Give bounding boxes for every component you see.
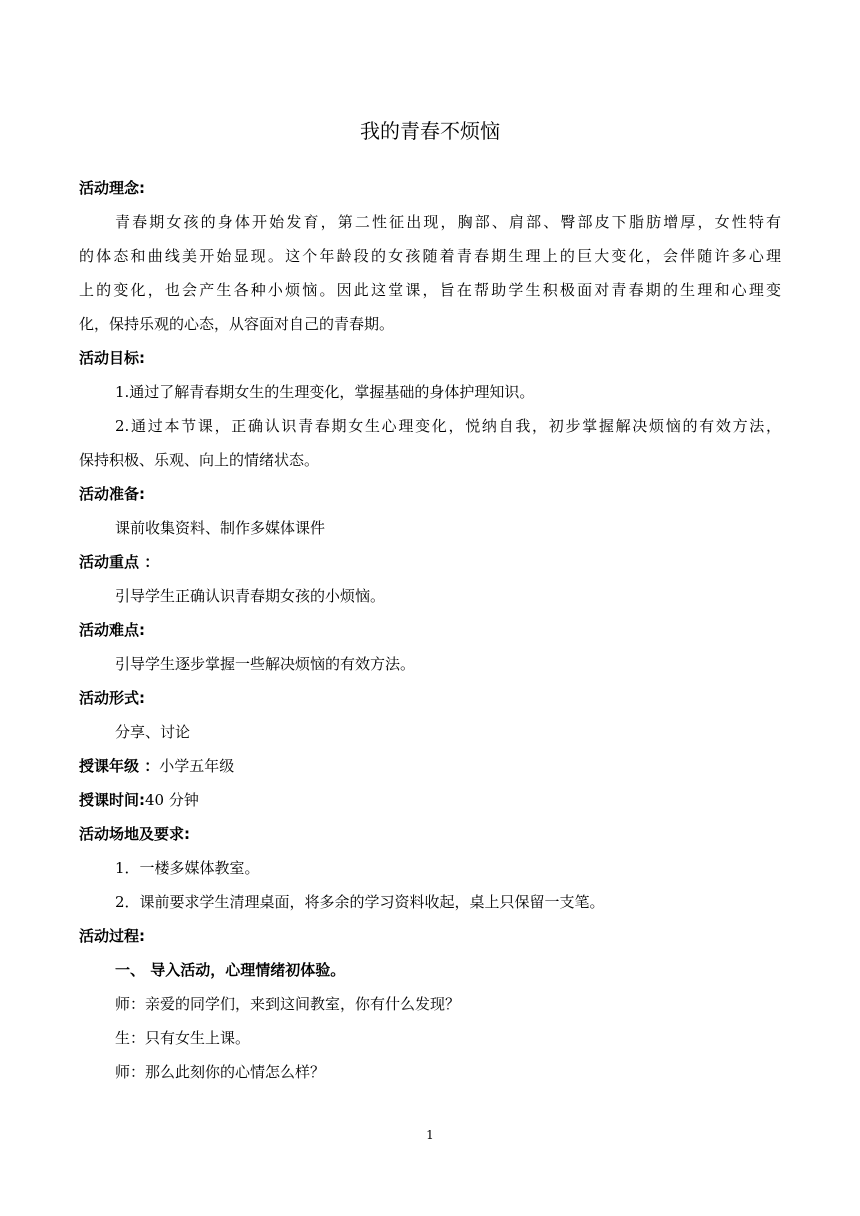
- duration-value: 40 分钟: [145, 791, 199, 809]
- goals-heading: 活动目标:: [79, 349, 145, 367]
- preparation-heading: 活动准备:: [79, 485, 145, 503]
- venue-heading: 活动场地及要求:: [79, 825, 190, 843]
- concept-line-2: 的体态和曲线美开始显现。这个年龄段的女孩随着青春期生理上的巨大变化，会伴随许多心理: [79, 247, 781, 265]
- form-heading: 活动形式:: [79, 689, 145, 707]
- focus-heading: 活动重点 ：: [79, 553, 160, 571]
- process-heading: 活动过程:: [79, 927, 145, 945]
- goals-item-2-line-1: 2.通过本节课，正确认识青春期女生心理变化，悦纳自我，初步掌握解决烦恼的有效方法，: [115, 417, 781, 435]
- venue-item-2: 2．课前要求学生清理桌面，将多余的学习资料收起，桌上只保留一支笔。: [115, 893, 605, 911]
- page-number: 1: [426, 1128, 434, 1142]
- grade-label: 授课年级 ：: [79, 757, 160, 775]
- dialogue-line-2: 生：只有女生上课。: [115, 1029, 251, 1047]
- venue-item-1: 1．一楼多媒体教室。: [115, 859, 260, 877]
- duration-label: 授课时间:: [79, 791, 145, 809]
- goals-item-2-line-2: 保持积极、乐观、向上的情绪状态。: [79, 451, 320, 469]
- concept-line-4: 化，保持乐观的心态，从容面对自己的青春期。: [79, 315, 395, 333]
- difficulty-text: 引导学生逐步掌握一些解决烦恼的有效方法。: [115, 655, 416, 673]
- document-title: 我的青春不烦恼: [360, 119, 500, 143]
- focus-text: 引导学生正确认识青春期女孩的小烦恼。: [115, 587, 386, 605]
- goals-item-1: 1.通过了解青春期女生的生理变化，掌握基础的身体护理知识。: [115, 383, 535, 401]
- preparation-text: 课前收集资料、制作多媒体课件: [115, 519, 326, 537]
- grade-value: 小学五年级: [159, 757, 235, 775]
- difficulty-heading: 活动难点:: [79, 621, 145, 639]
- dialogue-line-3: 师：那么此刻你的心情怎么样？: [115, 1063, 326, 1081]
- dialogue-line-1: 师：亲爱的同学们，来到这间教室，你有什么发现？: [115, 995, 461, 1013]
- grade-line: [79, 756, 234, 776]
- process-step-1: 一、 导入活动，心理情绪初体验。: [115, 961, 346, 979]
- duration-line: [79, 790, 199, 810]
- concept-heading: 活动理念:: [79, 179, 145, 197]
- concept-line-1: 青春期女孩的身体开始发育，第二性征出现，胸部、肩部、臀部皮下脂肪增厚，女性特有: [115, 213, 781, 231]
- concept-line-3: 上的变化，也会产生各种小烦恼。因此这堂课，旨在帮助学生积极面对青春期的生理和心理变: [79, 281, 781, 299]
- form-text: 分享、讨论: [115, 723, 191, 741]
